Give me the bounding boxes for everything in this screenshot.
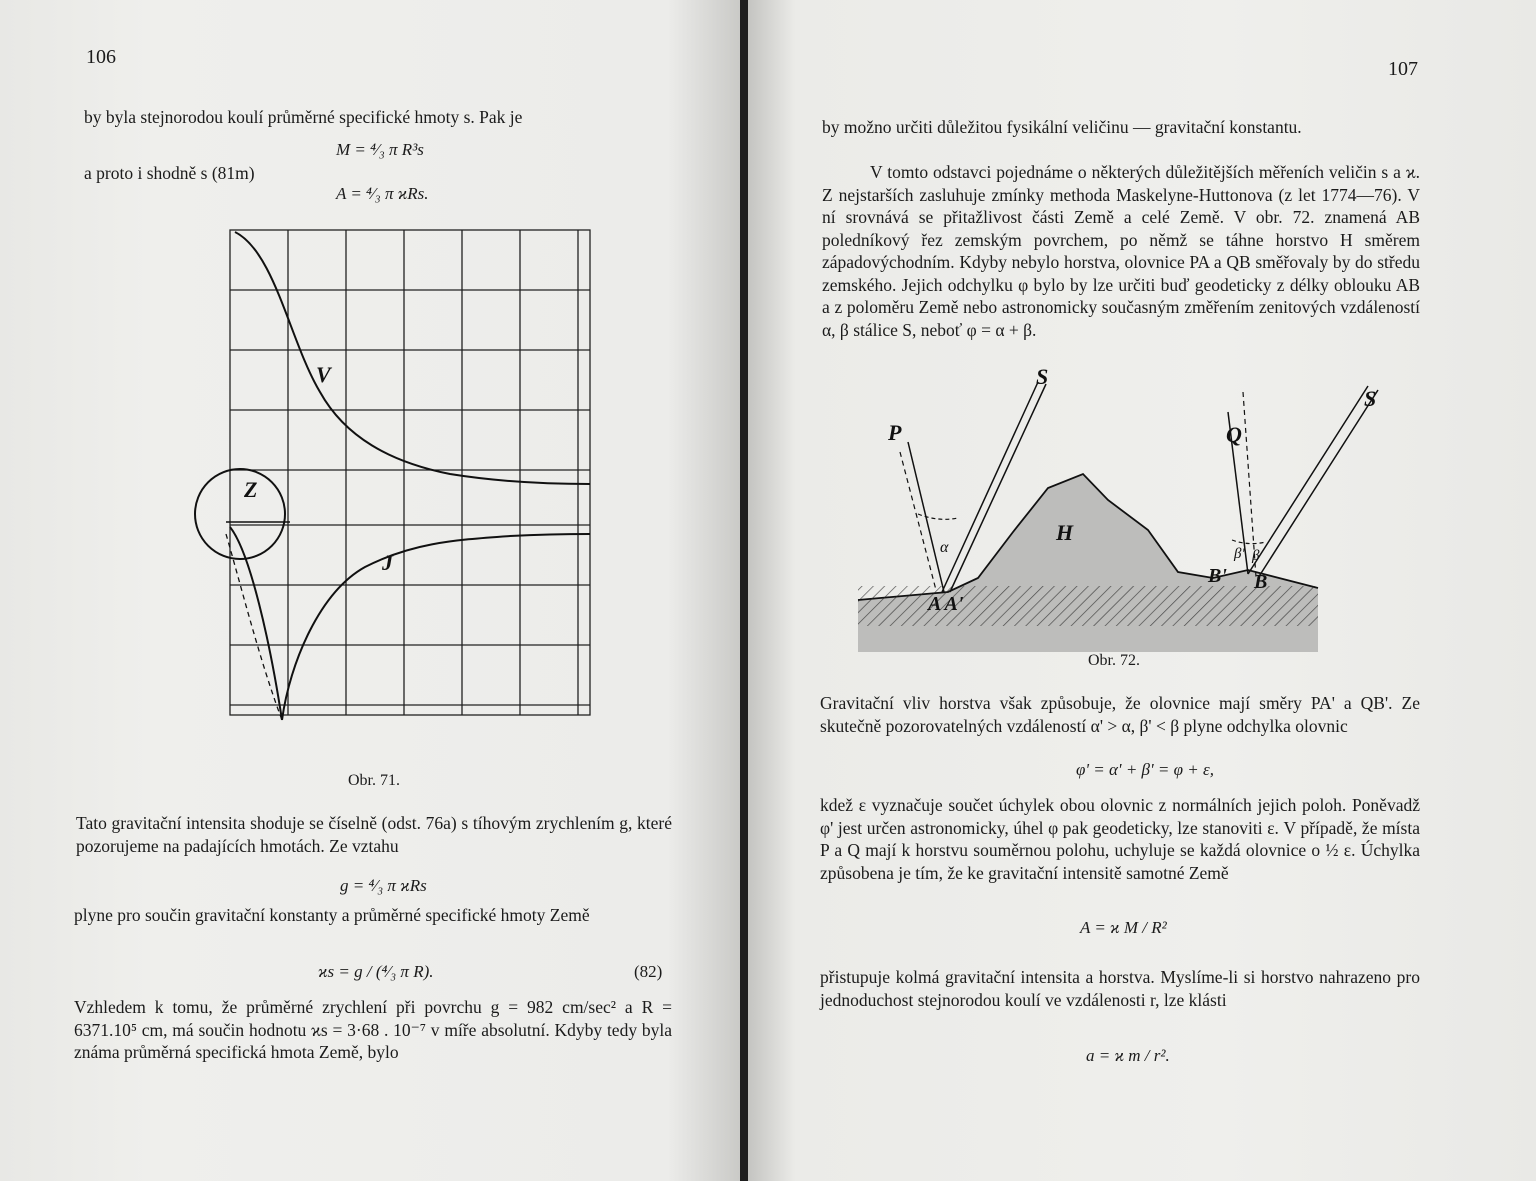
grid <box>230 230 590 715</box>
page-number-left: 106 <box>86 46 116 68</box>
label-alpha: α <box>940 539 949 556</box>
label-B1: B' <box>1208 565 1227 587</box>
curve-J <box>282 534 590 720</box>
equation-phi: φ' = α' + β' = φ + ε, <box>1076 760 1214 779</box>
equation-mass: M = ⁴⁄₃ π R³s <box>336 140 424 159</box>
label-S2: S <box>1364 386 1377 411</box>
left-para-1: by byla stejnorodou koulí průměrné specifické hmoty s. Pak je <box>84 107 523 127</box>
label-S1: S <box>1036 364 1049 389</box>
left-para-2: Tato gravitační intensita shoduje se číselně (odst. 76a) s tíhovým zrychlením g, které pozorujeme na padajících hmotách. Ze vztahu <box>76 813 672 856</box>
label-B2: B <box>1254 571 1268 593</box>
curve-dashed <box>226 534 282 720</box>
equation-82-number: (82) <box>634 962 663 981</box>
equation-a: a = ϰ m / r². <box>1086 1046 1170 1065</box>
line-S2 <box>1248 386 1368 574</box>
equation-A: A = ⁴⁄₃ π ϰRs. <box>336 184 429 203</box>
left-para-4: Vzhledem k tomu, že průměrné zrychlení při povrchu g = 982 cm/sec² a R = 6371.10⁵ cm, má součin hodnotu ϰs = 3·68 . 10⁻⁷ v míře absolutní. Kdyby tedy byla známa průměrná specifická hmota Země, bylo <box>74 997 672 1062</box>
label-H: H <box>1056 520 1074 545</box>
right-para-2: V tomto odstavci pojednáme o některých důležitějších měřeních veličin s a ϰ. Z nejstarších zasluhuje zmínky methoda Maskelyne-Huttonova (z let 1774—76). V ní srovnává se přitažlivost části Země a celé Země. V obr. 72. znamená AB poledníkový řez zemským povrchem, po němž se táhne horstvo H směrem západovýchodním. Kdyby nebylo horstva, olovnice PA a QB směřovaly by do středu zemského. Jejich odchylku φ bylo by lze určiti buď geodeticky z délky oblouku AB a z poloměru Země nebo astronomicky současným změřením zenitových vzdáleností α, β stálice S, neboť φ = α + β. <box>822 162 1420 340</box>
figure-72 <box>848 362 1428 652</box>
page-number-right: 107 <box>1388 58 1418 80</box>
label-V: V <box>316 362 331 387</box>
label-J: J <box>382 550 393 575</box>
right-page <box>748 0 1536 1181</box>
label-beta2: β <box>1252 548 1260 564</box>
label-P: P <box>888 420 902 445</box>
label-Q: Q <box>1226 422 1242 447</box>
right-para-5: přistupuje kolmá gravitační intensita a horstva. Myslíme-li si horstvo nahrazeno pro jednoduchost stejnorodou koulí ve vzdálenosti r, lze klásti <box>820 967 1420 1010</box>
figure-71-caption: Obr. 71. <box>348 772 400 789</box>
equation-g: g = ⁴⁄₃ π ϰRs <box>340 876 427 895</box>
equation-82: ϰs = g / (⁴⁄₃ π R). <box>318 962 434 981</box>
right-para-1: by možno určiti důležitou fysikální veličinu — gravitační konstantu. <box>822 117 1302 137</box>
left-page <box>0 0 742 1181</box>
left-para-3: plyne pro součin gravitační konstanty a průměrné specifické hmoty Země <box>74 905 590 925</box>
figure-71 <box>150 222 620 782</box>
label-A: A A' <box>928 593 964 615</box>
left-para-1b: a proto i shodně s (81m) <box>84 163 255 183</box>
right-para-4: kdež ε vyznačuje součet úchylek obou olovnic z normálních jejich poloh. Poněvadž φ' jest určen astronomicky, úhel φ pak geodeticky, lze stanoviti ε. V případě, že místa P a Q mají k horstvu souměrnou polohu, uchyluje se každá olovnice o ½ ε. Úchylka způsobena je tím, že ke gravitační intensitě samotné Země <box>820 795 1420 883</box>
label-Z: Z <box>244 477 258 502</box>
equation-A-right: A = ϰ M / R² <box>1080 918 1167 937</box>
right-para-3: Gravitační vliv horstva však způsobuje, že olovnice mají směry PA' a QB'. Ze skutečně pozorovatelných vzdáleností α' > α, β' < β plyne odchylka olovnic <box>820 693 1420 736</box>
label-beta1: β' <box>1234 546 1245 562</box>
figure-72-caption: Obr. 72. <box>1088 652 1140 669</box>
line-PA-dashed <box>900 452 936 590</box>
